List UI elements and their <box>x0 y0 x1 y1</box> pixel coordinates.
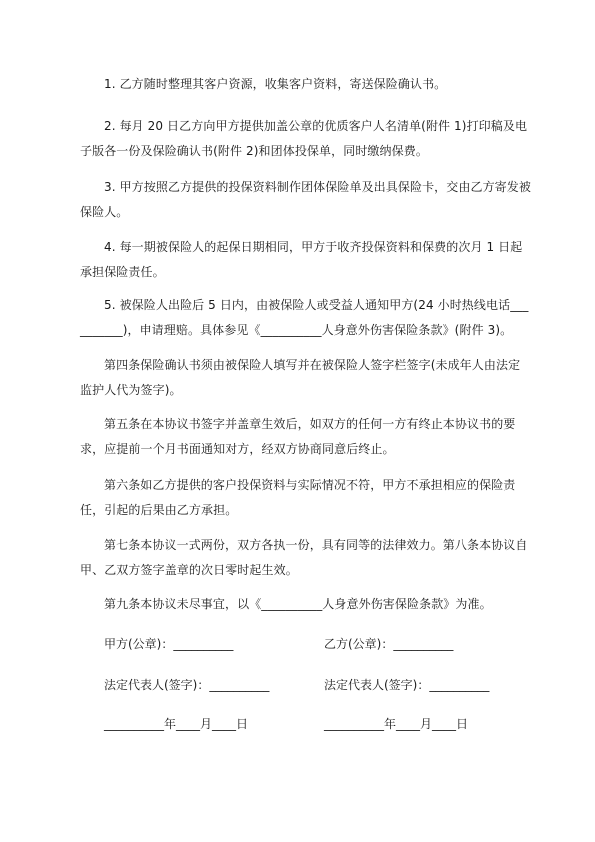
clause-5: 5. 被保险人出险后 5 日内，由被保险人或受益人通知甲方(24 小时热线电话__________)，申请理赔。具体参见《__________人身意外伤害保险条款》(附件 3)。 <box>80 298 529 337</box>
party-b-seal-line: 乙方(公章)：__________ <box>324 637 454 651</box>
signature-seal-row <box>104 634 534 654</box>
party-a-seal-line: 甲方(公章)：__________ <box>104 637 234 651</box>
party-b-date-line: __________年____月____日 <box>324 717 469 731</box>
clause-1: 1. 乙方随时整理其客户资源，收集客户资料，寄送保险确认书。 <box>104 77 447 91</box>
clause-2: 2. 每月 20 日乙方向甲方提供加盖公章的优质客户人名清单(附件 1)打印稿及电子版各一份及保险确认书(附件 2)和团体投保单，同时缴纳保费。 <box>80 119 528 158</box>
article-5: 第五条在本协议书签字并盖章生效后，如双方的任何一方有终止本协议书的要求，应提前一个月书面通知对方，经双方协商同意后终止。 <box>80 417 516 456</box>
signature-representative-row <box>104 675 534 695</box>
article-4: 第四条保险确认书须由被保险人填写并在被保险人签字栏签字(未成年人由法定监护人代为签字)。 <box>80 358 521 397</box>
party-b-representative-line: 法定代表人(签字)：__________ <box>324 678 490 692</box>
article-9: 第九条本协议未尽事宜，以《__________人身意外伤害保险条款》为准。 <box>104 597 492 611</box>
clause-3: 3. 甲方按照乙方提供的投保资料制作团体保险单及出具保险卡，交由乙方寄发被保险人。 <box>80 180 531 219</box>
clause-4: 4. 每一期被保险人的起保日期相同，甲方于收齐投保资料和保费的次月 1 日起承担保险责任。 <box>80 240 523 279</box>
article-7-8: 第七条本协议一式两份，双方各执一份，具有同等的法律效力。第八条本协议自甲、乙双方签字盖章的次日零时起生效。 <box>80 538 528 577</box>
party-a-date-line: __________年____月____日 <box>104 717 249 731</box>
article-6: 第六条如乙方提供的客户投保资料与实际情况不符，甲方不承担相应的保险责任，引起的后果由乙方承担。 <box>80 478 516 517</box>
signature-date-row <box>104 714 534 734</box>
party-a-representative-line: 法定代表人(签字)：__________ <box>104 678 270 692</box>
